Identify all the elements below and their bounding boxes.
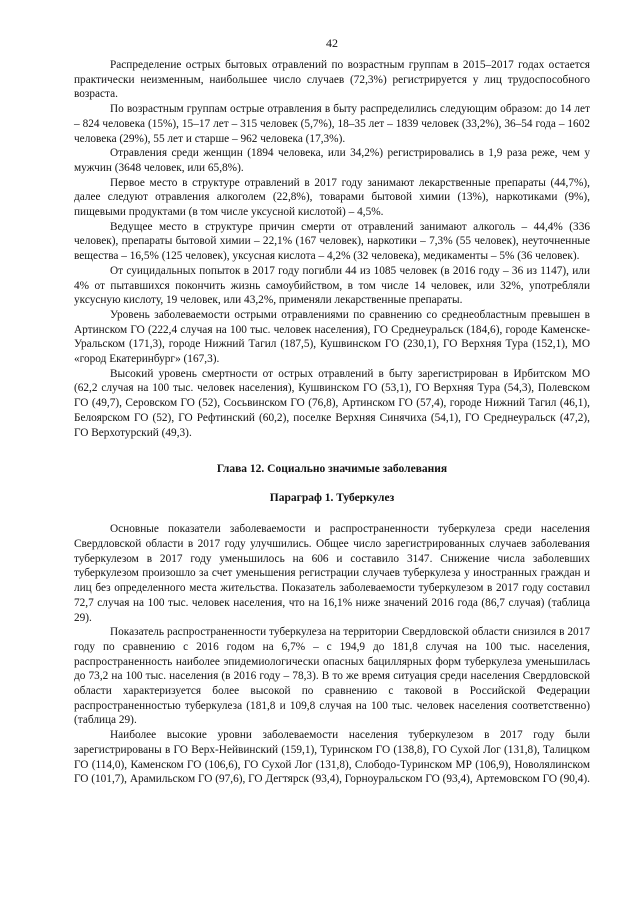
paragraph-death-causes: Ведущее место в структуре причин смерти от отравлений занимают алкоголь – 44,4% (336 человек), препараты бытовой химии – 22,1% (167 человек), наркотики – 7,3% (55 человек), неуточненные вещества – 16,5% (125 человек), уксусная кислота – 4,2% (32 человека), медикаменты – 5% (36 человек). [74, 220, 590, 263]
paragraph-age-distribution: Распределение острых бытовых отравлений по возрастным группам в 2015–2017 годах остается практически неизменным, наибольшее число случаев (72,3%) регистрируется у лиц трудоспособного возраста. [74, 59, 590, 101]
paragraph-morbidity-level: Уровень заболеваемости острыми отравлениями по сравнению со среднеобластным превышен в Артинском ГО (222,4 случая на 100 тыс. человек населения), ГО Среднеуральск (184,6), городе Каменске-Уральском (171,3), городе Нижний Тагил (187,5), Кушвинском ГО (230,1), ГО Верхняя Тура (152,1), МО «город Екатеринбург» (167,3). [74, 308, 590, 366]
paragraph-age-groups: По возрастным группам острые отравления в быту распределились следующим образом: до 14 лет – 824 человека (15%), 15–17 лет – 315 человек (5,7%), 18–35 лет – 1839 человек (33,2%), 36–54 года – 1602 человека (29%), 55 лет и старше – 962 человека (17,3%). [74, 103, 590, 145]
paragraph-mortality-level: Высокий уровень смертности от острых отравлений в быту зарегистрирован в Ирбитском МО (62,2 случая на 100 тыс. человек населения), Кушвинском ГО (53,1), ГО Верхняя Тура (54,3), Полевском ГО (49,7), Серовском ГО (52), Сосьвинском ГО (76,8), Артинском ГО (57,4), городе Нижний Тагил (46,1), Белоярском ГО (52), ГО Рефтинский (60,2), поселке Верхняя Синячиха (54,1), ГО Среднеуральск (47,2), ГО Верхотурский (49,3). [74, 367, 590, 439]
paragraph-poisoning-structure: Первое место в структуре отравлений в 2017 году занимают лекарственные препараты (44,7%), далее следуют отравления алкоголем (22,8%), товарами бытовой химии (13%), наркотиками (9%), пищевыми продуктами (в том числе уксусной кислотой) – 4,5%. [74, 176, 590, 219]
paragraph-suicide-attempts: От суицидальных попыток в 2017 году погибли 44 из 1085 человек (в 2016 году – 36 из 1147), или 4% от пытавшихся покончить жизнь самоубийством, в том числе 14 человек, или 32%, употребляли уксусную кислоту, 19 человек, или 43,2%, применяли лекарственные препараты. [74, 264, 590, 307]
paragraph-tb-indicators: Основные показатели заболеваемости и распространенности туберкулеза среди населения Свердловской области в 2017 году улучшились. Общее число зарегистрированных случаев заболевания туберкулезом в 2017 году уменьшилось на 606 и составило 3147. Снижение числа заболевших туберкулезом произошло за счет уменьшения регистрации случаев туберкулеза у иностранных граждан и лиц без определенного места жительства. Показатель заболеваемости туберкулезом в 2017 году составил 72,7 случая на 100 тыс. человек населения, что на 16,1% ниже значений 2016 года (86,7 случая) (таблица 29). [74, 523, 590, 624]
paragraph-tb-regions: Наиболее высокие уровни заболеваемости населения туберкулезом в 2017 году были зарегистрированы в ГО Верх-Нейвинский (159,1), Туринском ГО (138,8), ГО Сухой Лог (131,8), Талицком ГО (114,0), Каменском ГО (106,6), ГО Сухой Лог (131,8), Слободо-Туринском МР (106,9), Новолялинском ГО (101,7), Арамильском ГО (97,6), ГО Дегтярск (93,4), Горноуральском ГО (93,4), Артемовском ГО (90,4). [74, 729, 590, 786]
chapter-heading: Глава 12. Социально значимые заболевания [216, 463, 448, 476]
section-heading: Параграф 1. Туберкулез [269, 492, 395, 505]
paragraph-gender: Отравления среди женщин (1894 человека, или 34,2%) регистрировались в 1,9 раза реже, чем у мужчин (3648 человек, или 65,8%). [74, 147, 590, 174]
paragraph-tb-prevalence: Показатель распространенности туберкулеза на территории Свердловской области снизился в 2017 году по сравнению с 2016 годом на 6,7% – с 194,9 до 181,8 случая на 100 тыс. населения, распространенность наиболее эпидемиологически опасных бациллярных форм туберкулеза уменьшилась до 73,2 на 100 тыс. населения (в 2016 году – 78,3). В то же время ситуация среди населения Свердловской области характеризуется более высокой по сравнению с таковой в Российской Федерации распространенностью туберкулеза (181,8 и 109,8 случая на 100 тыс. человек населения соответственно) (таблица 29). [74, 626, 590, 727]
page-number: 42 [326, 36, 338, 50]
